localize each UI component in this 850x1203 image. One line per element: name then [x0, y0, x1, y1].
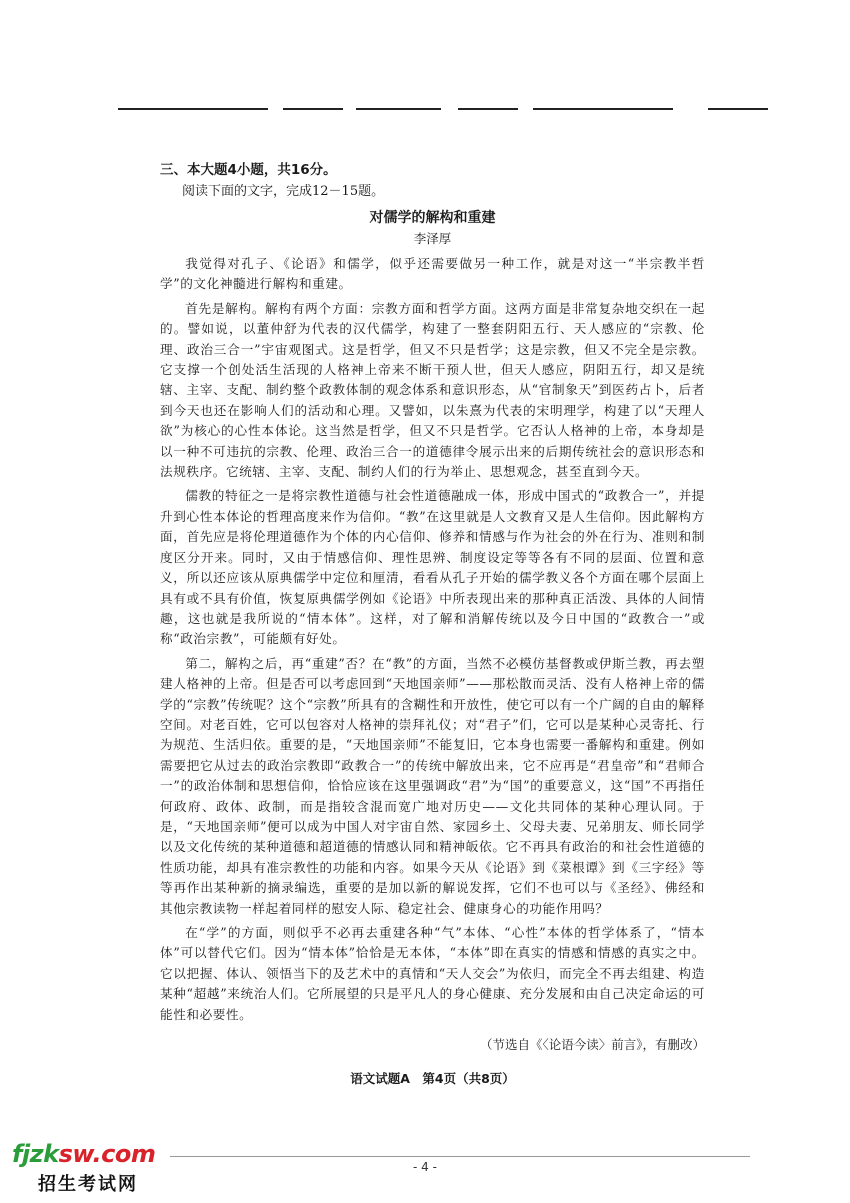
site-logo[interactable]	[12, 1140, 172, 1200]
logo-suffix: sw.com	[58, 1140, 156, 1168]
article-paragraph: 第二，解构之后，再“重建”否？在“教”的方面，当然不必模仿基督教或伊斯兰教，再去塑建人格神的上帝。但是否可以考虑回到“天地国亲师”——那松散而灵活、没有人格神上帝的儒学的“宗教”传统呢？这个“宗教”所具有的含糊性和开放性，使它可以有一个广阔的自由的解释空间。对老百姓，它可以包容对人格神的崇拜礼仪；对“君子”们，它可以是某种心灵寄托、行为规范、生活归依。重要的是，“天地国亲师”不能复旧，它本身也需要一番解构和重建。例如需要把它从过去的政治宗教即“政教合一”的传统中解放出来，它不应再是“君皇帝”和“君师合一”的政治体制和思想信仰，恰恰应该在这里强调政“君”为“国”的重要意义，这“国”不再指任何政府、政体、政制，而是指较含混而宽广地对历史——文化共同体的某种心理认同。于是，“天地国亲师”便可以成为中国人对宇宙自然、家园乡土、父母夫妻、兄弟朋友、师长同学以及文化传统的某种道德和超道德的情感认同和精神皈依。它不再具有政治的和社会性道德的性质功能，却具有准宗教性的功能和内容。如果今天从《论语》到《菜根谭》到《三字经》等等再作出某种新的摘录编选，重要的是加以新的解说发挥，它们不也可以与《圣经》、佛经和其他宗教读物一样起着同样的慰安人际、稳定社会、健康身心的功能作用吗？	[160, 655, 705, 916]
article-paragraph: 首先是解构。解构有两个方面：宗教方面和哲学方面。这两方面是非常复杂地交织在一起的。譬如说，以董仲舒为代表的汉代儒学，构建了一整套阴阳五行、天人感应的“宗教、伦理、政治三合一”宇宙观图式。这是哲学，但又不只是哲学；这是宗教，但又不完全是宗教。它支撑一个创处活生活现的人格神上帝来不断干预人世，但天人感应，阴阳五行，却又是统辖、主宰、支配、制约整个政教体制的观念体系和意识形态，从“官制象天”到医药占卜，后者到今天也还在影响人们的活动和心理。又譬如，以朱熹为代表的宋明理学，构建了以“天理人欲”为核心的心性本体论。这当然是哲学，但又不只是哲学。它否认人格神的上帝，本身却是以一种不可违抗的宗教、伦理、政治三合一的道德律令展示出来的后期传统社会的意识形态和法规秩序。它统辖、主宰、支配、制约人们的行为举止、思想观念，甚至直到今天。	[160, 300, 705, 480]
article-paragraph: 儒教的特征之一是将宗教性道德与社会性道德融成一体，形成中国式的“政教合一”，并提升到心性本体论的哲理高度来作为信仰。“教”在这里就是人文教育又是人生信仰。因此解构方面，首先应是将伦理道德作为个体的内心信仰、修养和情感与作为社会的外在行为、准则和制度区分开来。同时，又由于情感信仰、理性思辨、制度设定等等各有不同的层面、位置和意义，所以还应该从原典儒学中定位和厘清，看看从孔子开始的儒学教义各个方面在哪个层面上具有或不具有价值，恢复原典儒学例如《论语》中所表现出来的那种真正活泼、具体的人间情趣，这也就是我所说的“情本体”。这样，对了解和消解传统以及今日中国的“政教合一”或称“政治宗教”，可能颇有好处。	[160, 488, 705, 647]
exam-page-footer: 语文试题A 第4页（共8页）	[350, 1071, 515, 1087]
logo-wordmark	[12, 1140, 155, 1168]
article-paragraph: 在“学”的方面，则似乎不必再去重建各种“气”本体、“心性”本体的哲学体系了，“情本体”可以替代它们。因为“情本体”恰恰是无本体，“本体”即在真实的情感和情感的真实之中。它以把握、体认、领悟当下的及艺术中的真情和“天人交会”为依归，而完全不再去组建、构造某种“超越”来统治人们。它所展望的只是平凡人的身心健康、充分发展和由自己决定命运的可能性和必要性。	[160, 925, 705, 1022]
section-heading: 三、本大题4小题，共16分。	[160, 162, 337, 178]
section-instruction: 阅读下面的文字，完成12－15题。	[182, 184, 385, 199]
logo-chinese-name: 招生考试网	[38, 1174, 138, 1195]
logo-prefix: fjzk	[12, 1140, 59, 1168]
exam-content	[160, 160, 705, 1102]
article-paragraph: 我觉得对孔子、《论语》和儒学，似乎还需要做另一种工作，就是对这一“半宗教半哲学”的文化神髓进行解构和重建。	[160, 256, 705, 292]
header-rule	[118, 108, 768, 111]
article-author: 李泽厚	[413, 231, 452, 246]
footer-rule	[170, 1156, 750, 1157]
page-number: - 4 -	[413, 1160, 437, 1174]
article-title: 对儒学的解构和重建	[369, 210, 496, 226]
article-source: （节选自《〈论语今读〉前言》，有删改）	[479, 1037, 705, 1053]
